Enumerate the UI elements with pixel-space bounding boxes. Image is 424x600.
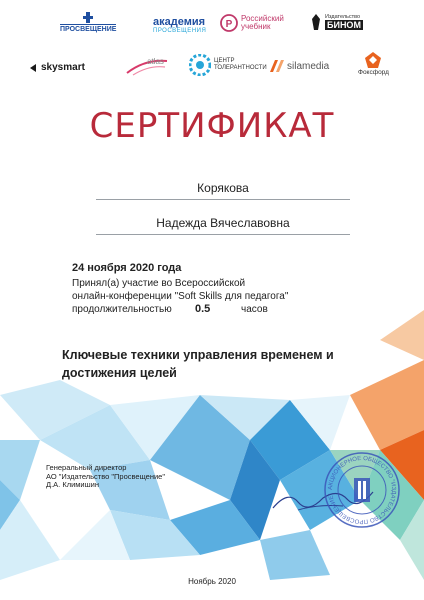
skysmart-text: skysmart [41,62,85,73]
rossiyskiy-bottom-text: учебник [241,22,271,31]
binom-label [325,14,363,30]
signature-org: АО "Издательство "Просвещение" [46,471,166,481]
given-names-underline [96,234,350,235]
logo-foxford [358,52,389,76]
prosveshchenie-text: ПРОСВЕЩЕНИЕ [60,26,117,33]
logo-rossiyskiy-uchebnik [220,14,284,32]
rossiyskiy-uchebnik-emblem-icon [220,14,238,32]
signature-name: Д.А. Климишин [46,480,99,489]
duration-value: 0.5 [195,303,211,315]
akademiya-bottom-text: ПРОСВЕЩЕНИЯ [153,28,207,34]
prosveshchenie-emblem-icon [83,12,93,23]
logo-prosveshchenie [60,12,116,34]
topic-title: Ключевые техники управления временем и достижения целей [62,348,334,380]
akademiya-top-text: академия [153,16,206,28]
foxford-emblem-icon [365,52,381,68]
participant-surname: Корякова [197,181,249,195]
footer-date: Ноябрь 2020 [188,577,236,586]
silamedia-emblem-icon [270,60,284,72]
participation-line2: онлайн-конференции "Soft Skills для педагога" [72,291,289,302]
duration-label: продолжительностью [72,304,172,315]
binom-top-text: Издательство [325,14,361,20]
logo-atlas [125,55,169,77]
signature-block [46,464,165,490]
centr-tolerantnosti-label [214,58,267,72]
logo-silamedia [270,60,329,72]
logo-binom [310,14,363,30]
official-stamp [322,450,402,530]
svg-text:Р: Р [225,19,233,30]
centr-line2-text: ТОЛЕРАНТНОСТИ [214,65,267,71]
silamedia-text: silamedia [287,60,330,72]
rossiyskiy-uchebnik-label [241,15,284,31]
participant-given-names: Надежда Вячеславовна [156,216,290,230]
event-date: 24 ноября 2020 года [72,262,182,274]
centr-line1-text: ЦЕНТР [214,58,235,64]
skysmart-arrow-icon [30,64,38,72]
centr-tolerantnosti-emblem-icon [189,54,211,76]
rossiyskiy-top-text: Российский [241,14,284,23]
certificate-title: СЕРТИФИКАТ [89,106,335,146]
participation-line1: Принял(а) участие во Всероссийской [72,278,246,289]
foxford-text: Фоксфорд [358,69,389,76]
logo-akademiya [153,17,206,35]
duration-unit: часов [241,304,268,315]
atlas-text: atlas [147,57,164,66]
logo-skysmart [30,62,85,73]
binom-emblem-icon [310,14,322,30]
binom-bottom-text: БИНОМ [327,20,361,30]
signature-position: Генеральный директор [46,463,127,472]
surname-underline [96,199,350,200]
logo-centr-tolerantnosti [189,54,267,76]
stamp-ring-text: АКЦИОНЕРНОЕ ОБЩЕСТВО "ИЗДАТЕЛЬСТВО ПРОСВЕЩЕНИЕ" [327,455,397,525]
stamp-emblem-icon [354,478,370,502]
